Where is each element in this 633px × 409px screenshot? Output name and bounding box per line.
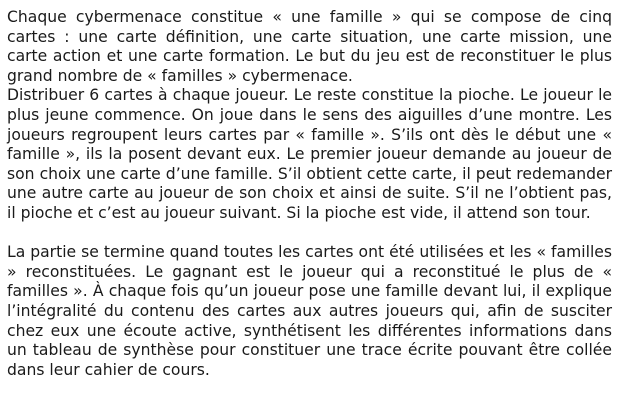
paragraph-rules: Distribuer 6 cartes à chaque joueur. Le reste constitue la pioche. Le joueur le plus jeune commence. On joue dans le sens des aiguilles d’une montre. Les joueurs regroupent leurs cartes par « famille ». S’ils ont dès le début une « famille », ils la posent devant eux. Le premier joueur demande au joueur de son choix une carte d’une famille. S’il obtient cette carte, il peut redemander une autre carte au joueur de son choix et ainsi de suite. S’il ne l’obtient pas, il pioche et c’est au joueur suivant. Si la pioche est vide, il attend son tour. — [7, 86, 612, 222]
document-body — [7, 8, 612, 380]
paragraph-gap — [7, 224, 612, 244]
paragraph-intro: Chaque cybermenace constitue « une famille » qui se compose de cinq cartes : une carte définition, une carte situation, une carte mission, une carte action et une carte formation. Le but du jeu est de reconstituer le plus grand nombre de « familles » cybermenace. — [7, 8, 612, 85]
paragraph-end-of-game: La partie se termine quand toutes les cartes ont été utilisées et les « familles » reconstituées. Le gagnant est le joueur qui a reconstitué le plus de « familles ». À chaque fois qu’un joueur pose une famille devant lui, il explique l’intégralité du contenu des cartes aux autres joueurs qui, afin de susciter chez eux une écoute active, synthétisent les différentes informations dans un tableau de synthèse pour constituer une trace écrite pouvant être collée dans leur cahier de cours. — [7, 243, 612, 379]
